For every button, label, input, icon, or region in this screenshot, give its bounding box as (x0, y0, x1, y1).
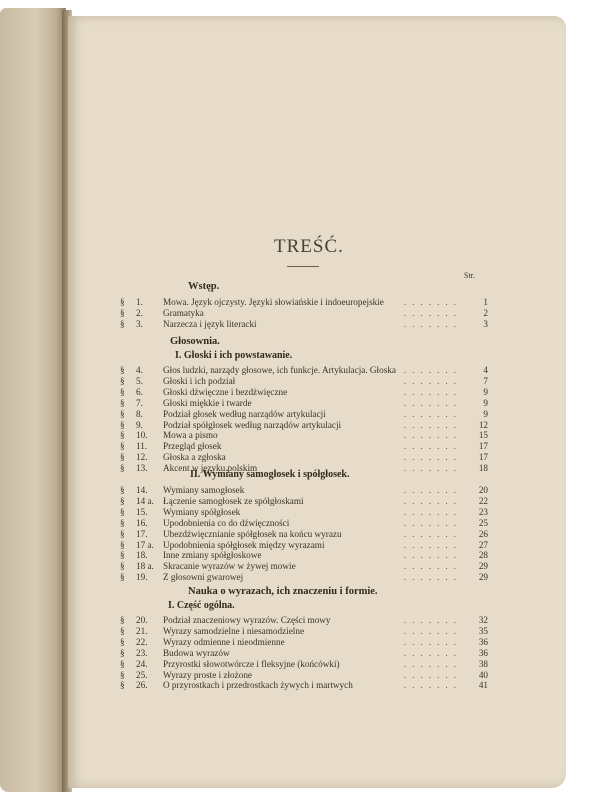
entry-page-number: 41 (478, 680, 488, 691)
paragraph-sign: § (120, 318, 125, 329)
entry-page-number: 32 (478, 615, 488, 625)
entry-page-number: 40 (478, 669, 488, 680)
entry-page-number: 36 (478, 647, 488, 658)
entry-page-number: 9 (483, 408, 488, 419)
entry-title: Upodobnienia co do dźwięczności (163, 517, 290, 528)
entry-page-number: 9 (483, 397, 488, 408)
leader-dots: ....... (403, 517, 462, 528)
toc-entry (120, 648, 488, 659)
entry-page-number: 22 (478, 495, 488, 506)
entry-number: 18. (136, 550, 148, 561)
leader-dots: ....... (403, 636, 462, 647)
toc-entry (120, 376, 488, 387)
toc-entry (120, 441, 488, 452)
leader-dots: ....... (403, 647, 462, 658)
entry-title: Podział spółgłosek według narządów artykulacji (163, 419, 342, 430)
entry-number: 18 a. (136, 561, 154, 572)
paragraph-sign: § (120, 485, 125, 495)
entry-title: Upodobnienia spółgłosek między wyrazami (163, 539, 325, 550)
paragraph-sign: § (120, 307, 125, 318)
entry-page-number: 29 (478, 572, 488, 583)
entry-page-number: 9 (483, 386, 488, 397)
entry-title: Głoski miękkie i twarde (163, 397, 252, 408)
entry-number: 8. (136, 408, 143, 419)
entry-page-number: 17 (478, 452, 488, 463)
entry-page-number: 27 (478, 539, 488, 550)
entry-page-number: 28 (478, 550, 488, 561)
entry-title: Głoski dźwięczne i bezdźwięczne (163, 386, 288, 397)
leader-dots: ....... (403, 441, 462, 452)
paragraph-sign: § (120, 528, 125, 539)
entry-number: 13. (136, 463, 148, 474)
leader-dots: ....... (403, 550, 462, 561)
leader-dots: ....... (403, 539, 462, 550)
toc-entry (120, 540, 488, 551)
leader-dots: ....... (403, 365, 462, 375)
leader-dots: ....... (403, 318, 462, 329)
entry-title: Ubezdźwięcznianie spółgłosek na końcu wyrazu (163, 528, 342, 539)
toc-entry (120, 297, 488, 308)
paragraph-sign: § (120, 550, 125, 561)
toc-entry (120, 572, 488, 583)
leader-dots: ....... (403, 561, 462, 572)
paragraph-sign: § (120, 669, 125, 680)
toc-entry (120, 387, 488, 398)
leader-dots: ....... (403, 397, 462, 408)
entry-number: 26. (136, 680, 148, 691)
toc-entry (120, 452, 488, 463)
entry-number: 17 a. (136, 539, 154, 550)
entry-number: 14 a. (136, 495, 154, 506)
paragraph-sign: § (120, 441, 125, 452)
entry-title: Mowa a pismo (163, 430, 218, 441)
entry-title: Skracanie wyrazów w żywej mowie (163, 561, 296, 572)
entry-title: Wyrazy proste i złożone (163, 669, 252, 680)
toc-entry (120, 518, 488, 529)
entry-number: 24. (136, 658, 148, 669)
entry-page-number: 29 (478, 561, 488, 572)
page-column-label: Str. (464, 271, 475, 280)
paragraph-sign: § (120, 495, 125, 506)
entry-page-number: 20 (478, 485, 488, 495)
entry-number: 15. (136, 506, 148, 517)
paragraph-sign: § (120, 680, 125, 691)
paragraph-sign: § (120, 419, 125, 430)
entry-number: 11. (136, 441, 148, 452)
entry-title: Narzecza i język literacki (163, 318, 257, 329)
entry-number: 10. (136, 430, 148, 441)
toc-entry (120, 485, 488, 496)
paragraph-sign: § (120, 636, 125, 647)
entry-title: Inne zmiany spółgłoskowe (163, 550, 262, 561)
leader-dots: ....... (403, 419, 462, 430)
entry-title: Akcent w języku polskim (163, 463, 258, 474)
entry-title: Głos ludzki, narządy głosowe, ich funkcje. Artykulacja. Głoska (163, 365, 396, 375)
leader-dots: ....... (403, 680, 462, 691)
entry-title: Wymiany spółgłosek (163, 506, 241, 517)
entry-number: 2. (136, 307, 143, 318)
entry-number: 5. (136, 375, 143, 386)
leader-dots: ....... (403, 297, 462, 307)
paragraph-sign: § (120, 375, 125, 386)
toc-entry (120, 529, 488, 540)
leader-dots: ....... (403, 495, 462, 506)
entry-page-number: 18 (478, 463, 488, 474)
toc-entry (120, 626, 488, 637)
leader-dots: ....... (403, 485, 462, 495)
entry-number: 23. (136, 647, 148, 658)
toc-entry (120, 659, 488, 670)
toc-entry (120, 319, 488, 330)
subsection-heading: I. Głoski i ich powstawanie. (175, 350, 293, 361)
paragraph-sign: § (120, 658, 125, 669)
toc-entry (120, 398, 488, 409)
page-title: TREŚĆ. (274, 236, 344, 257)
entry-number: 4. (136, 365, 143, 375)
entry-title: O przyrostkach i przedrostkach żywych i martwych (163, 680, 353, 691)
entry-number: 21. (136, 625, 148, 636)
leader-dots: ....... (403, 375, 462, 386)
entry-page-number: 1 (483, 297, 488, 307)
section-heading: Wstęp. (188, 281, 220, 292)
toc-entry (120, 496, 488, 507)
leader-dots: ....... (403, 506, 462, 517)
subsection-heading: II. Wymiany samogłosek i spółgłosek. (190, 469, 350, 480)
entry-number: 9. (136, 419, 143, 430)
paragraph-sign: § (120, 539, 125, 550)
entry-title: Głoska a zgłoska (163, 452, 226, 463)
entry-page-number: 35 (478, 625, 488, 636)
entry-number: 20. (136, 615, 148, 625)
entry-page-number: 7 (483, 375, 488, 386)
toc-entry (120, 420, 488, 431)
paragraph-sign: § (120, 517, 125, 528)
entry-page-number: 38 (478, 658, 488, 669)
toc-entry (120, 615, 488, 626)
paragraph-sign: § (120, 386, 125, 397)
paragraph-sign: § (120, 572, 125, 583)
paragraph-sign: § (120, 506, 125, 517)
toc-entry (120, 670, 488, 681)
leader-dots: ....... (403, 408, 462, 419)
toc-entry (120, 308, 488, 319)
entry-title: Gramatyka (163, 307, 204, 318)
entry-page-number: 26 (478, 528, 488, 539)
entry-number: 16. (136, 517, 148, 528)
title-divider (287, 266, 319, 267)
leader-dots: ....... (403, 528, 462, 539)
paragraph-sign: § (120, 397, 125, 408)
entry-number: 17. (136, 528, 148, 539)
entry-title: Wymiany samogłosek (163, 485, 245, 495)
entry-page-number: 2 (483, 307, 488, 318)
entry-title: Przyrostki słowotwórcze i fleksyjne (końcówki) (163, 658, 340, 669)
subsection-heading: I. Część ogólna. (168, 600, 235, 611)
paragraph-sign: § (120, 615, 125, 625)
entry-number: 12. (136, 452, 148, 463)
section-heading: Nauka o wyrazach, ich znaczeniu i formie. (188, 586, 378, 597)
leader-dots: ....... (403, 658, 462, 669)
entry-title: Głoski i ich podział (163, 375, 236, 386)
paragraph-sign: § (120, 408, 125, 419)
leader-dots: ....... (403, 430, 462, 441)
paragraph-sign: § (120, 452, 125, 463)
leader-dots: ....... (403, 669, 462, 680)
entry-title: Podział znaczeniowy wyrazów. Części mowy (163, 615, 331, 625)
entry-page-number: 4 (483, 365, 488, 375)
entry-number: 19. (136, 572, 148, 583)
paragraph-sign: § (120, 365, 125, 375)
entry-number: 25. (136, 669, 148, 680)
entry-page-number: 36 (478, 636, 488, 647)
entry-page-number: 23 (478, 506, 488, 517)
entry-page-number: 12 (478, 419, 488, 430)
entry-title: Mowa. Język ojczysty. Języki słowiańskie i indoeuropejskie (163, 297, 384, 307)
paragraph-sign: § (120, 647, 125, 658)
leader-dots: ....... (403, 463, 462, 474)
toc-entry (120, 680, 488, 691)
toc-entry (120, 409, 488, 420)
entry-number: 3. (136, 318, 143, 329)
leader-dots: ....... (403, 452, 462, 463)
entry-number: 6. (136, 386, 143, 397)
entry-title: Przegląd głosek (163, 441, 222, 452)
toc-entry (120, 430, 488, 441)
leader-dots: ....... (403, 572, 462, 583)
entry-title: Podział głosek według narządów artykulacji (163, 408, 326, 419)
leader-dots: ....... (403, 615, 462, 625)
toc-entry (120, 365, 488, 376)
paragraph-sign: § (120, 625, 125, 636)
entry-number: 14. (136, 485, 148, 495)
entry-page-number: 17 (478, 441, 488, 452)
toc-entry (120, 507, 488, 518)
entry-title: Z głosowni gwarowej (163, 572, 244, 583)
entry-title: Wyrazy odmienne i nieodmienne (163, 636, 285, 647)
entry-title: Łączenie samogłosek ze spółgłoskami (163, 495, 304, 506)
entry-title: Budowa wyrazów (163, 647, 230, 658)
entry-number: 22. (136, 636, 148, 647)
entry-number: 7. (136, 397, 143, 408)
section-heading: Głosownia. (170, 336, 220, 347)
paragraph-sign: § (120, 297, 125, 307)
entry-page-number: 25 (478, 517, 488, 528)
leader-dots: ....... (403, 625, 462, 636)
entry-page-number: 15 (478, 430, 488, 441)
entry-number: 1. (136, 297, 143, 307)
paragraph-sign: § (120, 430, 125, 441)
entry-title: Wyrazy samodzielne i niesamodzielne (163, 625, 305, 636)
toc-entry (120, 561, 488, 572)
paragraph-sign: § (120, 561, 125, 572)
toc-entry (120, 637, 488, 648)
paragraph-sign: § (120, 463, 125, 474)
leader-dots: ....... (403, 386, 462, 397)
leader-dots: ....... (403, 307, 462, 318)
toc-entry (120, 550, 488, 561)
entry-page-number: 3 (483, 318, 488, 329)
